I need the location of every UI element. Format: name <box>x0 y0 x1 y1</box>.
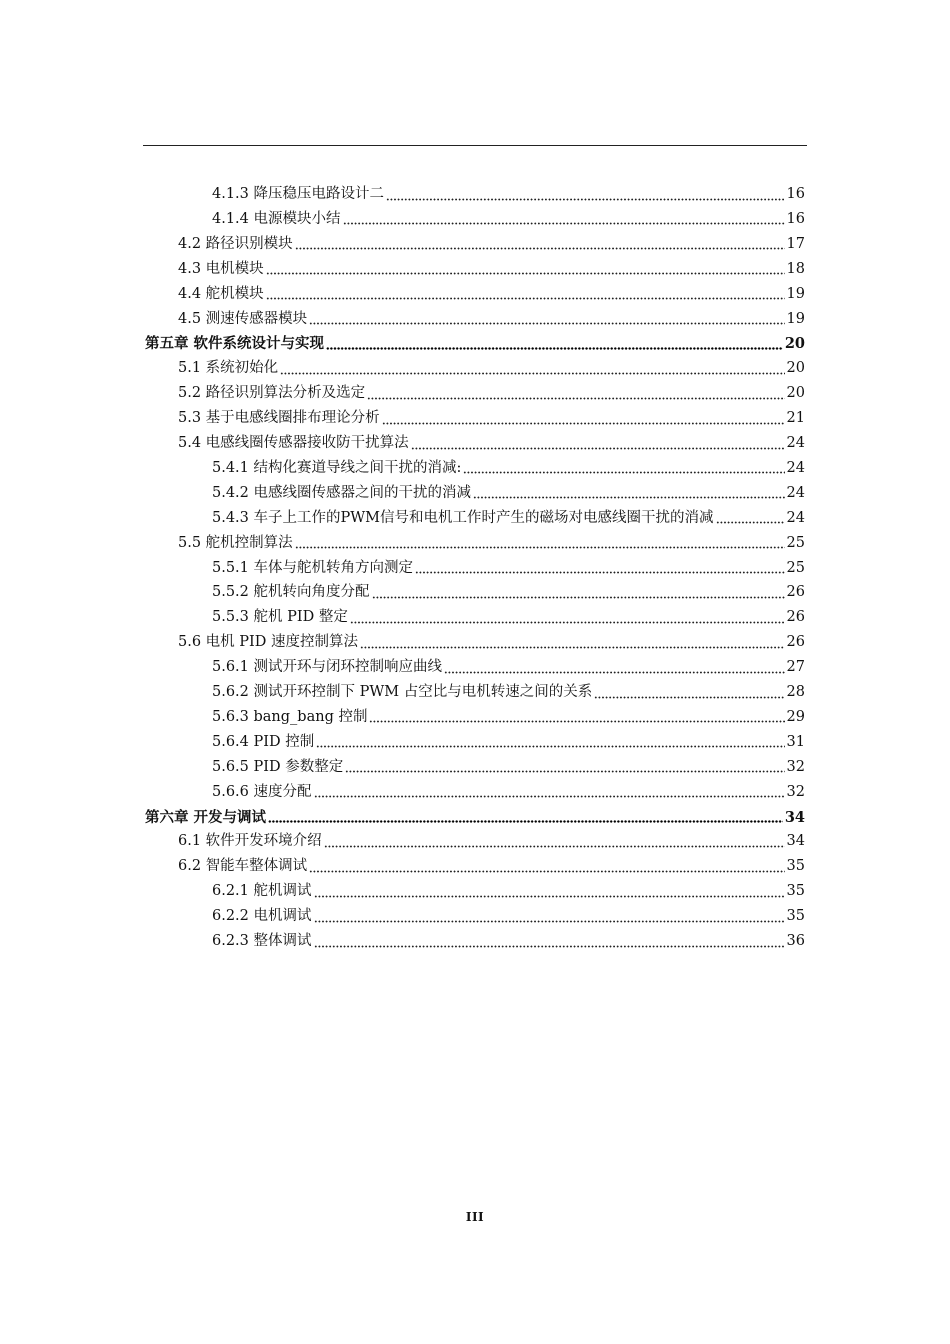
toc-entry-page: 34 <box>786 833 805 850</box>
toc-entry-page: 24 <box>786 435 805 451</box>
toc-entry-label: 5.2 路径识别算法分析及选定 <box>178 385 366 402</box>
toc-entry[interactable] <box>178 307 805 332</box>
toc-entry[interactable] <box>212 456 805 481</box>
toc-entry-label: 5.3 基于电感线圈排布理论分析 <box>178 410 380 427</box>
toc-dot-leader <box>314 935 785 949</box>
toc-entry[interactable] <box>212 506 805 531</box>
toc-entry-label: 6.2 智能车整体调试 <box>178 858 308 875</box>
toc-entry-page: 26 <box>786 609 805 626</box>
toc-dot-leader <box>295 536 785 550</box>
toc-entry-page: 25 <box>786 559 805 576</box>
toc-dot-leader <box>372 586 785 600</box>
toc-dot-leader <box>386 188 785 202</box>
toc-entry-page: 19 <box>786 310 805 327</box>
toc-dot-leader <box>314 910 785 924</box>
toc-entry[interactable] <box>212 481 805 506</box>
toc-entry-page: 21 <box>786 410 805 427</box>
toc-entry-page: 27 <box>786 659 805 676</box>
toc-dot-leader <box>350 611 785 625</box>
toc-entry-page: 32 <box>786 758 805 775</box>
toc-dot-leader <box>266 287 785 301</box>
toc-entry-page: 20 <box>786 360 805 377</box>
toc-entry-page: 31 <box>786 733 805 750</box>
toc-dot-leader <box>444 661 785 675</box>
toc-entry[interactable] <box>178 406 805 431</box>
toc-dot-leader <box>473 486 785 500</box>
toc-dot-leader <box>367 387 784 401</box>
toc-entry-label: 5.4.1 结构化赛道导线之间干扰的消减: <box>212 459 462 476</box>
toc-entry[interactable] <box>212 182 805 207</box>
toc-entry-label: 4.4 舵机模块 <box>178 285 264 302</box>
toc-entry-page: 29 <box>786 708 805 725</box>
toc-entry-page: 26 <box>786 584 805 601</box>
toc-entry-label: 4.1.3 降压稳压电路设计二 <box>212 186 385 202</box>
toc-entry[interactable] <box>212 580 805 605</box>
toc-dot-leader <box>314 885 785 899</box>
toc-dot-leader <box>266 262 785 276</box>
toc-dot-leader <box>314 785 785 799</box>
toc-entry-label: 5.6.1 测试开环与闭环控制响应曲线 <box>212 659 443 676</box>
toc-entry[interactable] <box>212 755 805 780</box>
toc-entry-page: 35 <box>786 908 805 925</box>
toc-entry[interactable] <box>212 556 805 581</box>
page-number: III <box>465 1210 485 1224</box>
toc-dot-leader <box>382 412 785 426</box>
toc-entry-label: 4.2 路径识别模块 <box>178 235 293 252</box>
toc-entry-page: 20 <box>784 335 805 353</box>
toc-entry[interactable] <box>212 605 805 630</box>
toc-entry-label: 5.5.1 车体与舵机转角方向测定 <box>212 559 414 576</box>
toc-entry[interactable] <box>212 780 805 805</box>
toc-entry-page: 28 <box>786 684 805 700</box>
toc-entry-page: 16 <box>786 186 805 202</box>
toc-entry[interactable] <box>212 207 805 232</box>
toc-entry[interactable] <box>178 257 805 282</box>
toc-entry-label: 4.5 测速传感器模块 <box>178 310 308 327</box>
toc-entry[interactable] <box>178 356 805 381</box>
toc-entry[interactable] <box>178 282 805 307</box>
header-rule <box>143 145 807 146</box>
toc-entry-label: 5.6.2 测试开环控制下 PWM 占空比与电机转速之间的关系 <box>212 684 593 700</box>
toc-dot-leader <box>411 437 785 451</box>
toc-chapter-entry[interactable] <box>145 331 805 356</box>
toc-dot-leader <box>594 686 784 700</box>
toc-entry-page: 36 <box>786 933 805 949</box>
toc-entry-page: 34 <box>784 808 805 826</box>
toc-entry-page: 26 <box>786 634 805 651</box>
toc-entry[interactable] <box>178 630 805 655</box>
toc-entry-page: 17 <box>786 235 805 252</box>
toc-chapter-entry[interactable] <box>145 805 805 830</box>
toc-entry[interactable] <box>178 531 805 556</box>
toc-entry-page: 18 <box>786 260 805 277</box>
toc-entry-page: 19 <box>786 285 805 302</box>
toc-entry-page: 20 <box>786 385 805 402</box>
toc-entry-label: 5.6.4 PID 控制 <box>212 733 315 750</box>
toc-entry[interactable] <box>178 854 805 879</box>
toc-entry[interactable] <box>212 705 805 730</box>
toc-entry-page: 24 <box>786 484 805 501</box>
toc-dot-leader <box>716 511 785 525</box>
toc-entry[interactable] <box>178 829 805 854</box>
toc-entry-page: 24 <box>786 459 805 476</box>
toc-dot-leader <box>309 312 784 326</box>
toc-entry-label: 5.5.3 舵机 PID 整定 <box>212 609 348 626</box>
toc-entry-page: 35 <box>786 858 805 875</box>
toc-entry-page: 16 <box>786 210 805 227</box>
toc-entry-label: 4.3 电机模块 <box>178 260 264 277</box>
toc-entry-label: 5.5 舵机控制算法 <box>178 534 293 551</box>
toc-entry[interactable] <box>212 655 805 680</box>
toc-dot-leader <box>360 636 785 650</box>
toc-entry[interactable] <box>178 431 805 456</box>
toc-entry[interactable] <box>178 381 805 406</box>
toc-dot-leader <box>309 860 784 874</box>
toc-dot-leader <box>280 362 784 376</box>
toc-entry-label: 4.1.4 电源模块小结 <box>212 210 341 227</box>
toc-entry-page: 24 <box>786 509 805 526</box>
toc-entry-label: 5.5.2 舵机转向角度分配 <box>212 584 370 601</box>
toc-entry-label: 5.6.5 PID 参数整定 <box>212 758 344 775</box>
toc-entry-label: 第六章 开发与调试 <box>145 808 267 826</box>
toc-entry-label: 5.6 电机 PID 速度控制算法 <box>178 634 358 651</box>
toc-entry[interactable] <box>212 730 805 755</box>
toc-entry-label: 5.4 电感线圈传感器接收防干扰算法 <box>178 435 409 451</box>
toc-entry-label: 5.4.3 车子上工作的PWM信号和电机工作时产生的磁场对电感线圈干扰的消减 <box>212 509 714 526</box>
toc-dot-leader <box>268 810 783 824</box>
toc-entry-label: 第五章 软件系统设计与实现 <box>145 335 325 353</box>
toc-dot-leader <box>316 735 784 749</box>
toc-dot-leader <box>295 237 785 251</box>
toc-entry[interactable] <box>212 929 805 954</box>
toc-entry[interactable] <box>178 232 805 257</box>
toc-entry-label: 6.1 软件开发环境介绍 <box>178 833 322 850</box>
toc-entry-page: 35 <box>786 883 805 900</box>
toc-dot-leader <box>369 710 784 724</box>
toc-dot-leader <box>415 561 785 575</box>
toc-entry-label: 5.4.2 电感线圈传感器之间的干扰的消减 <box>212 484 472 501</box>
toc-dot-leader <box>345 760 784 774</box>
toc-entry[interactable] <box>212 904 805 929</box>
toc-dot-leader <box>326 337 783 351</box>
toc-dot-leader <box>324 835 785 849</box>
toc-entry-page: 25 <box>786 534 805 551</box>
toc-dot-leader <box>463 461 784 475</box>
toc-dot-leader <box>343 212 785 226</box>
toc-entry-label: 6.2.1 舵机调试 <box>212 883 312 900</box>
toc-entry-label: 6.2.2 电机调试 <box>212 908 312 925</box>
toc-entry[interactable] <box>212 879 805 904</box>
toc-entry-page: 32 <box>786 783 805 800</box>
toc-entry-label: 5.6.6 速度分配 <box>212 783 312 800</box>
toc-entry-label: 6.2.3 整体调试 <box>212 933 312 949</box>
toc-entry[interactable] <box>212 680 805 705</box>
toc-entry-label: 5.1 系统初始化 <box>178 360 279 377</box>
toc-entry-label: 5.6.3 bang_bang 控制 <box>212 708 368 725</box>
